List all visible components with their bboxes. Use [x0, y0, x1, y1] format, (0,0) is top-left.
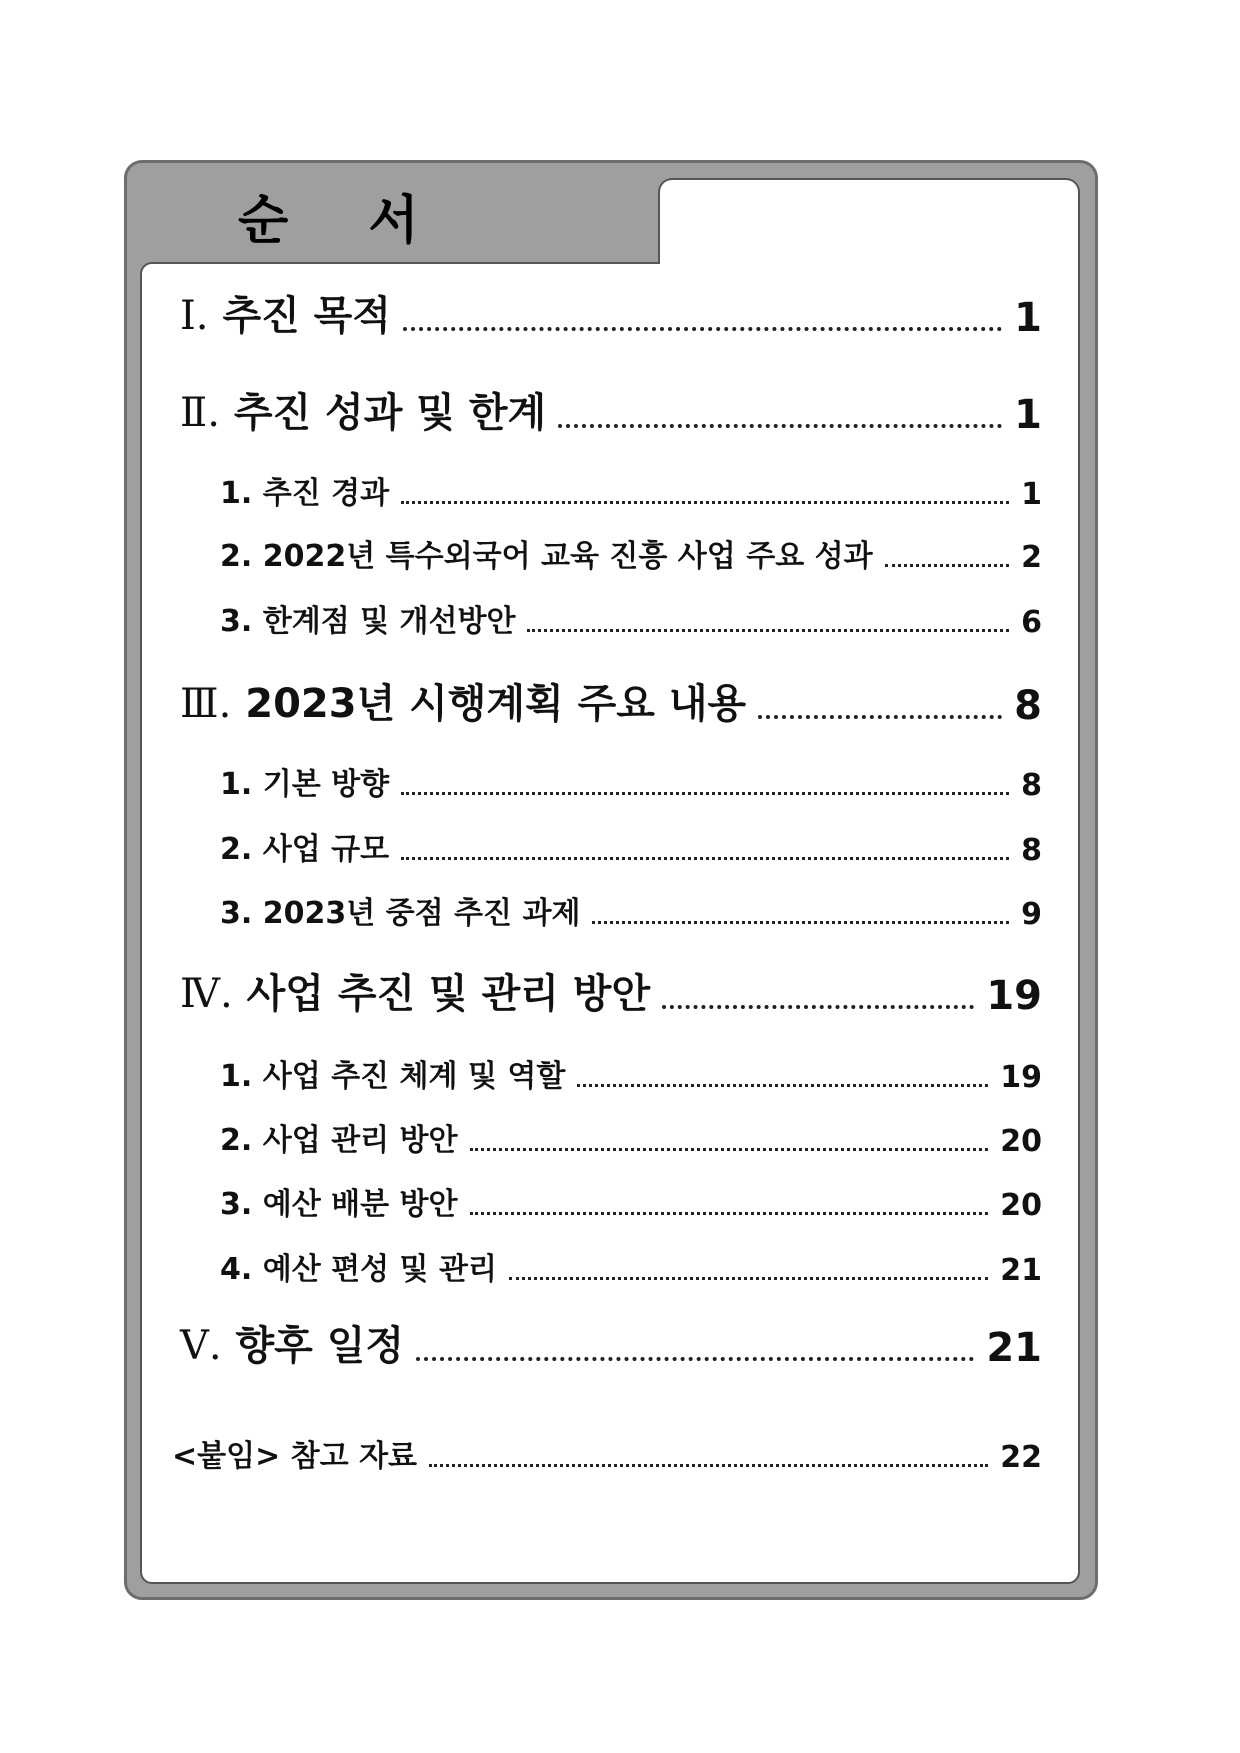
toc-entry-text: <붙임> 참고 자료	[172, 1439, 418, 1474]
dot-leader	[662, 1005, 974, 1009]
toc-entry-text: 사업 관리 방안	[262, 1123, 458, 1158]
toc-entry-number: 3.	[220, 604, 253, 639]
dot-leader	[509, 1277, 988, 1280]
dot-leader	[592, 921, 1009, 924]
toc-entry-page: 21	[1000, 1253, 1042, 1288]
dot-leader	[429, 1464, 988, 1467]
toc-entry-label	[180, 381, 546, 438]
toc-entry-text: 사업 추진 및 관리 방안	[246, 971, 651, 1017]
toc-entry-label	[220, 531, 873, 575]
toc-entry-number: Ⅲ.	[180, 681, 232, 727]
toc-entry-label	[220, 1115, 458, 1159]
toc-entry[interactable]	[220, 596, 1042, 640]
toc-entry[interactable]	[220, 1051, 1042, 1095]
dot-leader	[401, 857, 1009, 860]
toc-entry-text: 추진 목적	[222, 293, 391, 339]
toc-entry[interactable]	[180, 381, 1042, 438]
toc-entry[interactable]	[220, 531, 1042, 575]
dot-leader	[401, 501, 1009, 504]
toc-entry-number: Ⅱ.	[180, 390, 220, 436]
toc-entry-text: 추진 경과	[262, 476, 390, 511]
toc-entry-label	[220, 759, 389, 803]
toc-entry-page: 8	[1021, 833, 1042, 868]
toc-entry-page: 2	[1021, 540, 1042, 575]
toc-entry-label	[220, 888, 580, 932]
toc-entry[interactable]	[220, 468, 1042, 512]
toc-entry-label	[180, 962, 650, 1019]
dot-leader	[885, 564, 1010, 567]
toc-entry-text: 2023년 시행계획 주요 내용	[245, 681, 747, 727]
toc-entry[interactable]	[180, 284, 1042, 341]
toc-entry-page: 8	[1014, 683, 1042, 729]
toc-entry[interactable]	[220, 1244, 1042, 1288]
toc-entry-label	[220, 1051, 565, 1095]
page-title: 순 서	[238, 191, 419, 251]
toc-entry-text: 추진 성과 및 한계	[233, 390, 547, 436]
toc-entry-number: 4.	[220, 1252, 253, 1287]
toc-entry-label	[180, 1314, 404, 1371]
dot-leader	[577, 1084, 988, 1087]
toc-entry[interactable]	[220, 1179, 1042, 1223]
toc-entry-label	[180, 284, 391, 341]
toc-entry-number: 2.	[220, 1123, 253, 1158]
toc-entry-label	[172, 1431, 417, 1475]
panel-cover	[660, 255, 1078, 275]
dot-leader	[401, 792, 1009, 795]
toc-entry-text: 2023년 중점 추진 과제	[262, 896, 581, 931]
dot-leader	[558, 424, 1002, 428]
toc-entry-label	[220, 468, 389, 512]
toc-entry[interactable]	[220, 888, 1042, 932]
toc-entry-page: 19	[1000, 1060, 1042, 1095]
toc-entry-text: 예산 편성 및 관리	[262, 1252, 497, 1287]
toc-entry-page: 20	[1000, 1124, 1042, 1159]
toc-entry-page: 1	[1014, 392, 1042, 438]
toc-entry[interactable]	[220, 759, 1042, 803]
toc-entry-number: Ⅴ.	[180, 1323, 222, 1369]
toc-entry-label	[220, 1244, 497, 1288]
toc-entry-number: Ⅳ.	[180, 971, 233, 1017]
toc-entry-number: 2.	[220, 539, 253, 574]
toc-entry-page: 1	[1021, 477, 1042, 512]
dot-leader	[403, 327, 1002, 331]
toc-entry-text: 2022년 특수외국어 교육 진흥 사업 주요 성과	[262, 539, 873, 574]
toc-entry-label	[180, 672, 746, 729]
toc-entry-text: 기본 방향	[262, 767, 390, 802]
toc-entry[interactable]	[220, 1115, 1042, 1159]
toc-entry-page: 21	[986, 1325, 1042, 1371]
toc-entry-number: 1.	[220, 1059, 253, 1094]
toc-entry-label	[220, 1179, 458, 1223]
toc-entry-label	[220, 824, 389, 868]
toc-entry-page: 6	[1021, 605, 1042, 640]
toc-entry[interactable]	[172, 1431, 1042, 1475]
toc-entry-page: 1	[1014, 295, 1042, 341]
dot-leader	[758, 715, 1002, 719]
toc-entry-label	[220, 596, 515, 640]
dot-leader	[416, 1357, 974, 1361]
dot-leader	[527, 629, 1009, 632]
toc-entry-number: 2.	[220, 832, 253, 867]
toc-entry-text: 한계점 및 개선방안	[262, 604, 516, 639]
dot-leader	[470, 1212, 989, 1215]
toc-entry-page: 9	[1021, 897, 1042, 932]
toc-entry-text: 사업 추진 체계 및 역할	[262, 1059, 566, 1094]
toc-entry-text: 향후 일정	[235, 1323, 405, 1369]
toc-entry-page: 8	[1021, 768, 1042, 803]
toc-entry-page: 22	[1000, 1440, 1042, 1475]
toc-entry[interactable]	[180, 1314, 1042, 1371]
toc-entry[interactable]	[180, 672, 1042, 729]
toc-entry-page: 20	[1000, 1188, 1042, 1223]
toc-entry-text: 예산 배분 방안	[262, 1187, 458, 1222]
toc-entry-number: 3.	[220, 1187, 253, 1222]
toc-entry-number: Ⅰ.	[180, 293, 209, 339]
toc-entry-text: 사업 규모	[262, 832, 390, 867]
toc-entry-number: 1.	[220, 476, 253, 511]
toc-entry-number: 1.	[220, 767, 253, 802]
toc-entry-page: 19	[986, 973, 1042, 1019]
toc-entry[interactable]	[180, 962, 1042, 1019]
dot-leader	[470, 1148, 989, 1151]
toc-entry[interactable]	[220, 824, 1042, 868]
toc-entry-number: 3.	[220, 896, 253, 931]
